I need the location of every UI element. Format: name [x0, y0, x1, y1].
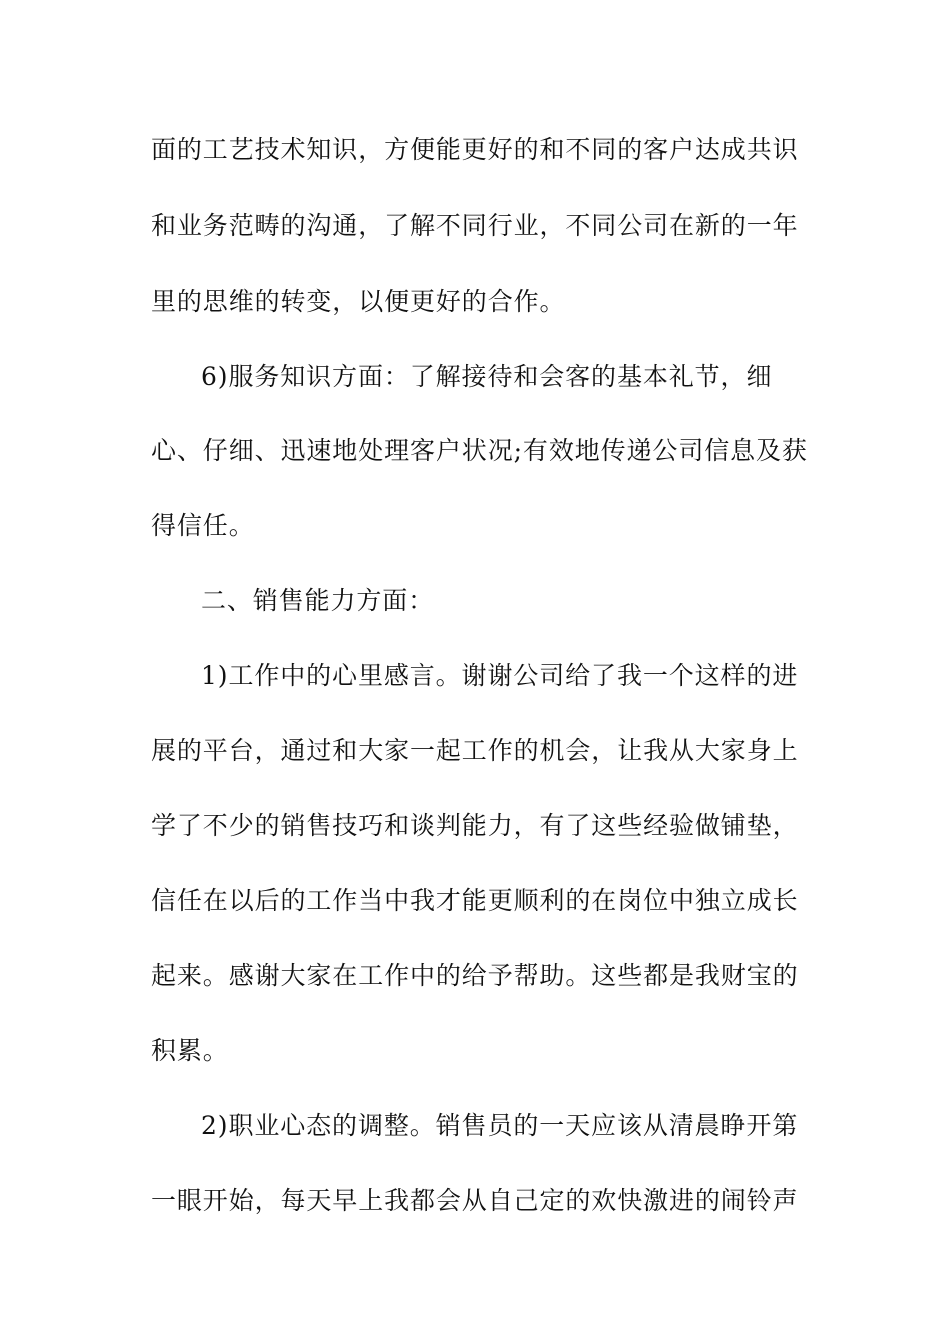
text-line: 起来。感谢大家在工作中的给予帮助。这些都是我财宝的: [151, 961, 799, 990]
paragraph-heading: 1)工作中的心里感言。谢谢公司给了我一个这样的进: [201, 661, 799, 690]
paragraph-heading: 6)服务知识方面：了解接待和会客的基本礼节，细: [201, 362, 773, 391]
paragraph-heading: 2)职业心态的调整。销售员的一天应该从清晨睁开第: [201, 1111, 799, 1140]
text-line: 得信任。: [151, 511, 255, 540]
text-line: 展的平台，通过和大家一起工作的机会，让我从大家身上: [151, 736, 799, 765]
section-heading: 二、销售能力方面：: [201, 586, 435, 615]
text-line: 积累。: [151, 1036, 229, 1065]
text-line: 心、仔细、迅速地处理客户状况;有效地传递公司信息及获: [151, 436, 808, 465]
text-line: 里的思维的转变，以便更好的合作。: [151, 287, 566, 316]
text-line: 和业务范畴的沟通，了解不同行业，不同公司在新的一年: [151, 211, 799, 240]
text-line: 学了不少的销售技巧和谈判能力，有了这些经验做铺垫，: [151, 811, 799, 840]
text-line: 面的工艺技术知识，方便能更好的和不同的客户达成共识: [151, 135, 799, 164]
text-line: 信任在以后的工作当中我才能更顺利的在岗位中独立成长: [151, 886, 799, 915]
text-line: 一眼开始，每天早上我都会从自己定的欢快激进的闹铃声: [151, 1186, 799, 1215]
